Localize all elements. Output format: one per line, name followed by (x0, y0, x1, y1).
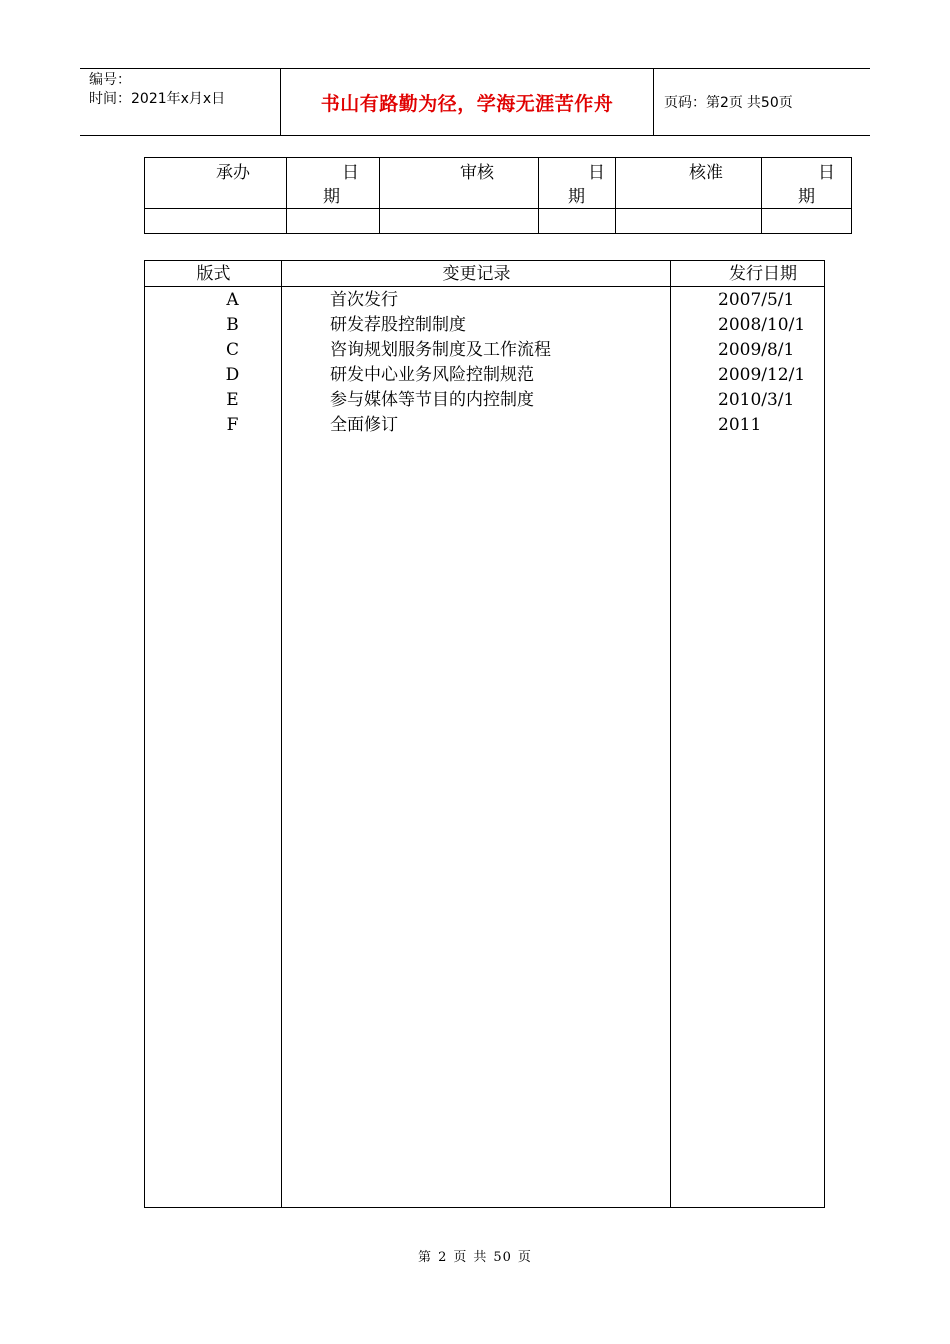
handler-date-sign-cell (287, 209, 380, 234)
date-cell: 2011 (718, 415, 762, 435)
approval-sign-row (145, 209, 852, 234)
page-header (80, 68, 870, 136)
table-row (145, 338, 824, 363)
date-label-top: 日 (818, 163, 835, 183)
header-meta (80, 69, 281, 135)
footer-text: 第 (418, 1250, 433, 1265)
approve-date-sign-cell (762, 209, 852, 234)
record-cell: 研发荐股控制制度 (330, 315, 466, 335)
edition-cell: C (225, 340, 239, 360)
header-divider (145, 286, 824, 287)
record-header: 变更记录 (442, 264, 511, 284)
review-label: 审核 (460, 163, 494, 183)
date-cell: 2010/3/1 (718, 390, 795, 410)
document-number-label: 编号： (89, 72, 131, 88)
approve-label: 核准 (689, 163, 723, 183)
edition-cell: D (225, 365, 240, 385)
footer-page-number: 2 (438, 1250, 448, 1265)
footer-text: 共 (473, 1250, 488, 1265)
header-page-label: 页码：第2页 (664, 95, 743, 111)
table-row (145, 288, 824, 313)
record-cell: 首次发行 (330, 290, 398, 310)
version-rows (145, 288, 824, 438)
table-row (145, 413, 824, 438)
review-date-sign-cell (539, 209, 616, 234)
review-sign-cell (380, 209, 539, 234)
table-row (145, 313, 824, 338)
handler-date-cell (287, 158, 380, 209)
date-cell: 2009/8/1 (718, 340, 795, 360)
approval-header-row (145, 158, 852, 209)
date-cell: 2009/12/1 (718, 365, 806, 385)
approve-sign-cell (616, 209, 762, 234)
date-cell: 2007/5/1 (718, 290, 795, 310)
date-label-top: 日 (588, 163, 605, 183)
edition-cell: B (226, 315, 239, 335)
header-page-info (654, 69, 870, 135)
date-label-bottom: 期 (323, 187, 340, 207)
footer-text: 页 (517, 1250, 532, 1265)
record-cell: 全面修订 (330, 415, 398, 435)
edition-header: 版式 (196, 264, 231, 284)
approval-table (144, 157, 852, 234)
table-row (145, 363, 824, 388)
record-cell: 参与媒体等节目的内控制度 (330, 390, 534, 410)
record-cell: 研发中心业务风险控制规范 (330, 365, 534, 385)
approve-cell (616, 158, 762, 209)
date-label-bottom: 期 (798, 187, 815, 207)
handler-label: 承办 (216, 163, 250, 183)
record-cell: 咨询规划服务制度及工作流程 (330, 340, 551, 360)
date-label-bottom: 期 (568, 187, 585, 207)
header-motto: 书山有路勤为径，学海无涯苦作舟 (281, 69, 654, 135)
header-total-label: 共50页 (746, 95, 793, 111)
date-label-top: 日 (342, 163, 359, 183)
footer-total-pages: 50 (493, 1250, 512, 1265)
date-cell: 2008/10/1 (718, 315, 806, 335)
handler-cell (145, 158, 287, 209)
edition-cell: A (226, 290, 239, 310)
footer-text: 页 (453, 1250, 468, 1265)
table-row (145, 388, 824, 413)
version-history-table (144, 260, 825, 1208)
edition-cell: E (226, 390, 239, 410)
review-cell (380, 158, 539, 209)
page-footer (0, 1246, 950, 1265)
document-time-label: 时间：2021年x月x日 (89, 91, 226, 107)
handler-sign-cell (145, 209, 287, 234)
approve-date-cell (762, 158, 852, 209)
date-header: 发行日期 (729, 264, 797, 284)
review-date-cell (539, 158, 616, 209)
edition-cell: F (226, 415, 239, 435)
